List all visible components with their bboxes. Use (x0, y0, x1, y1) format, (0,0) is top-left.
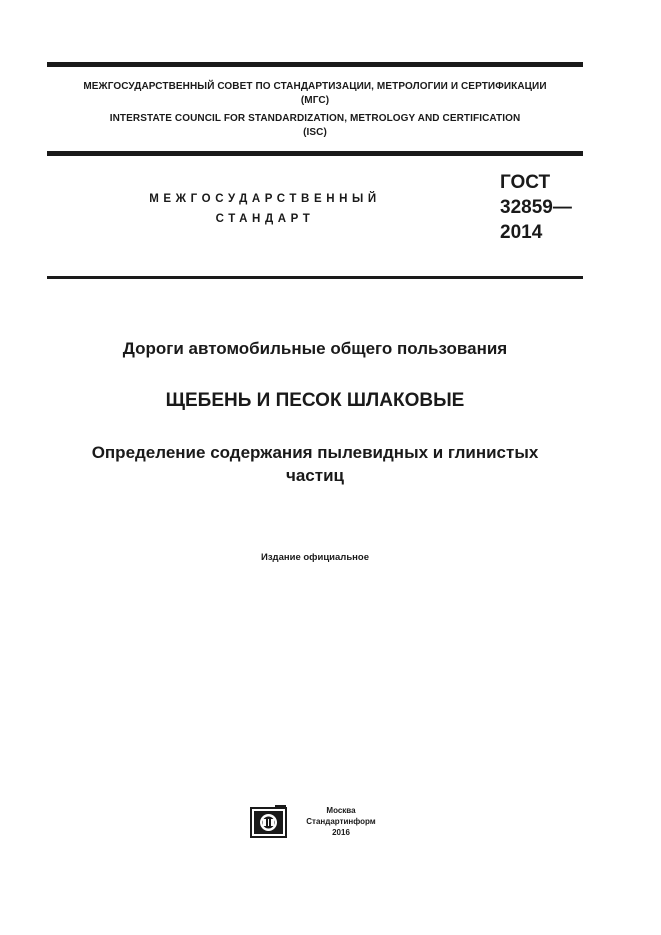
gost-label: ГОСТ (500, 172, 551, 193)
top-rule (47, 62, 583, 67)
publisher-name: Стандартинформ (306, 817, 376, 826)
council-ru-line1: МЕЖГОСУДАРСТВЕННЫЙ СОВЕТ ПО СТАНДАРТИЗАЦИИ, МЕТРОЛОГИИ И СЕРТИФИКАЦИИ (83, 81, 547, 92)
council-en-line2: (ISC) (303, 127, 327, 138)
main-title: ЩЕБЕНЬ И ПЕСОК ШЛАКОВЫЕ (165, 390, 465, 411)
council-en-line1: INTERSTATE COUNCIL FOR STANDARDIZATION, METROLOGY AND CERTIFICATION (109, 113, 521, 124)
gost-year: 2014 (500, 222, 543, 243)
edition-note: Издание официальное (261, 552, 369, 563)
designation-rule (47, 276, 583, 279)
publisher-year: 2016 (332, 828, 350, 837)
header-divider-rule (47, 151, 583, 156)
method-title-line1: Определение содержания пылевидных и глинистых (91, 443, 539, 462)
standard-type-line1: МЕЖГОСУДАРСТВЕННЫЙ (149, 193, 381, 205)
method-title (47, 441, 583, 487)
publisher-info (294, 805, 388, 838)
gost-number: 32859— (500, 197, 572, 218)
publisher-city: Москва (326, 806, 356, 815)
standartinform-logo-icon (250, 805, 287, 838)
council-ru (47, 80, 583, 108)
subject-title: Дороги автомобильные общего пользования (122, 339, 508, 358)
method-title-line2: частиц (285, 466, 344, 485)
council-ru-line2: (МГС) (300, 95, 330, 106)
council-en (47, 112, 583, 140)
gost-designation (500, 172, 572, 244)
standard-type-line2: СТАНДАРТ (215, 213, 315, 225)
